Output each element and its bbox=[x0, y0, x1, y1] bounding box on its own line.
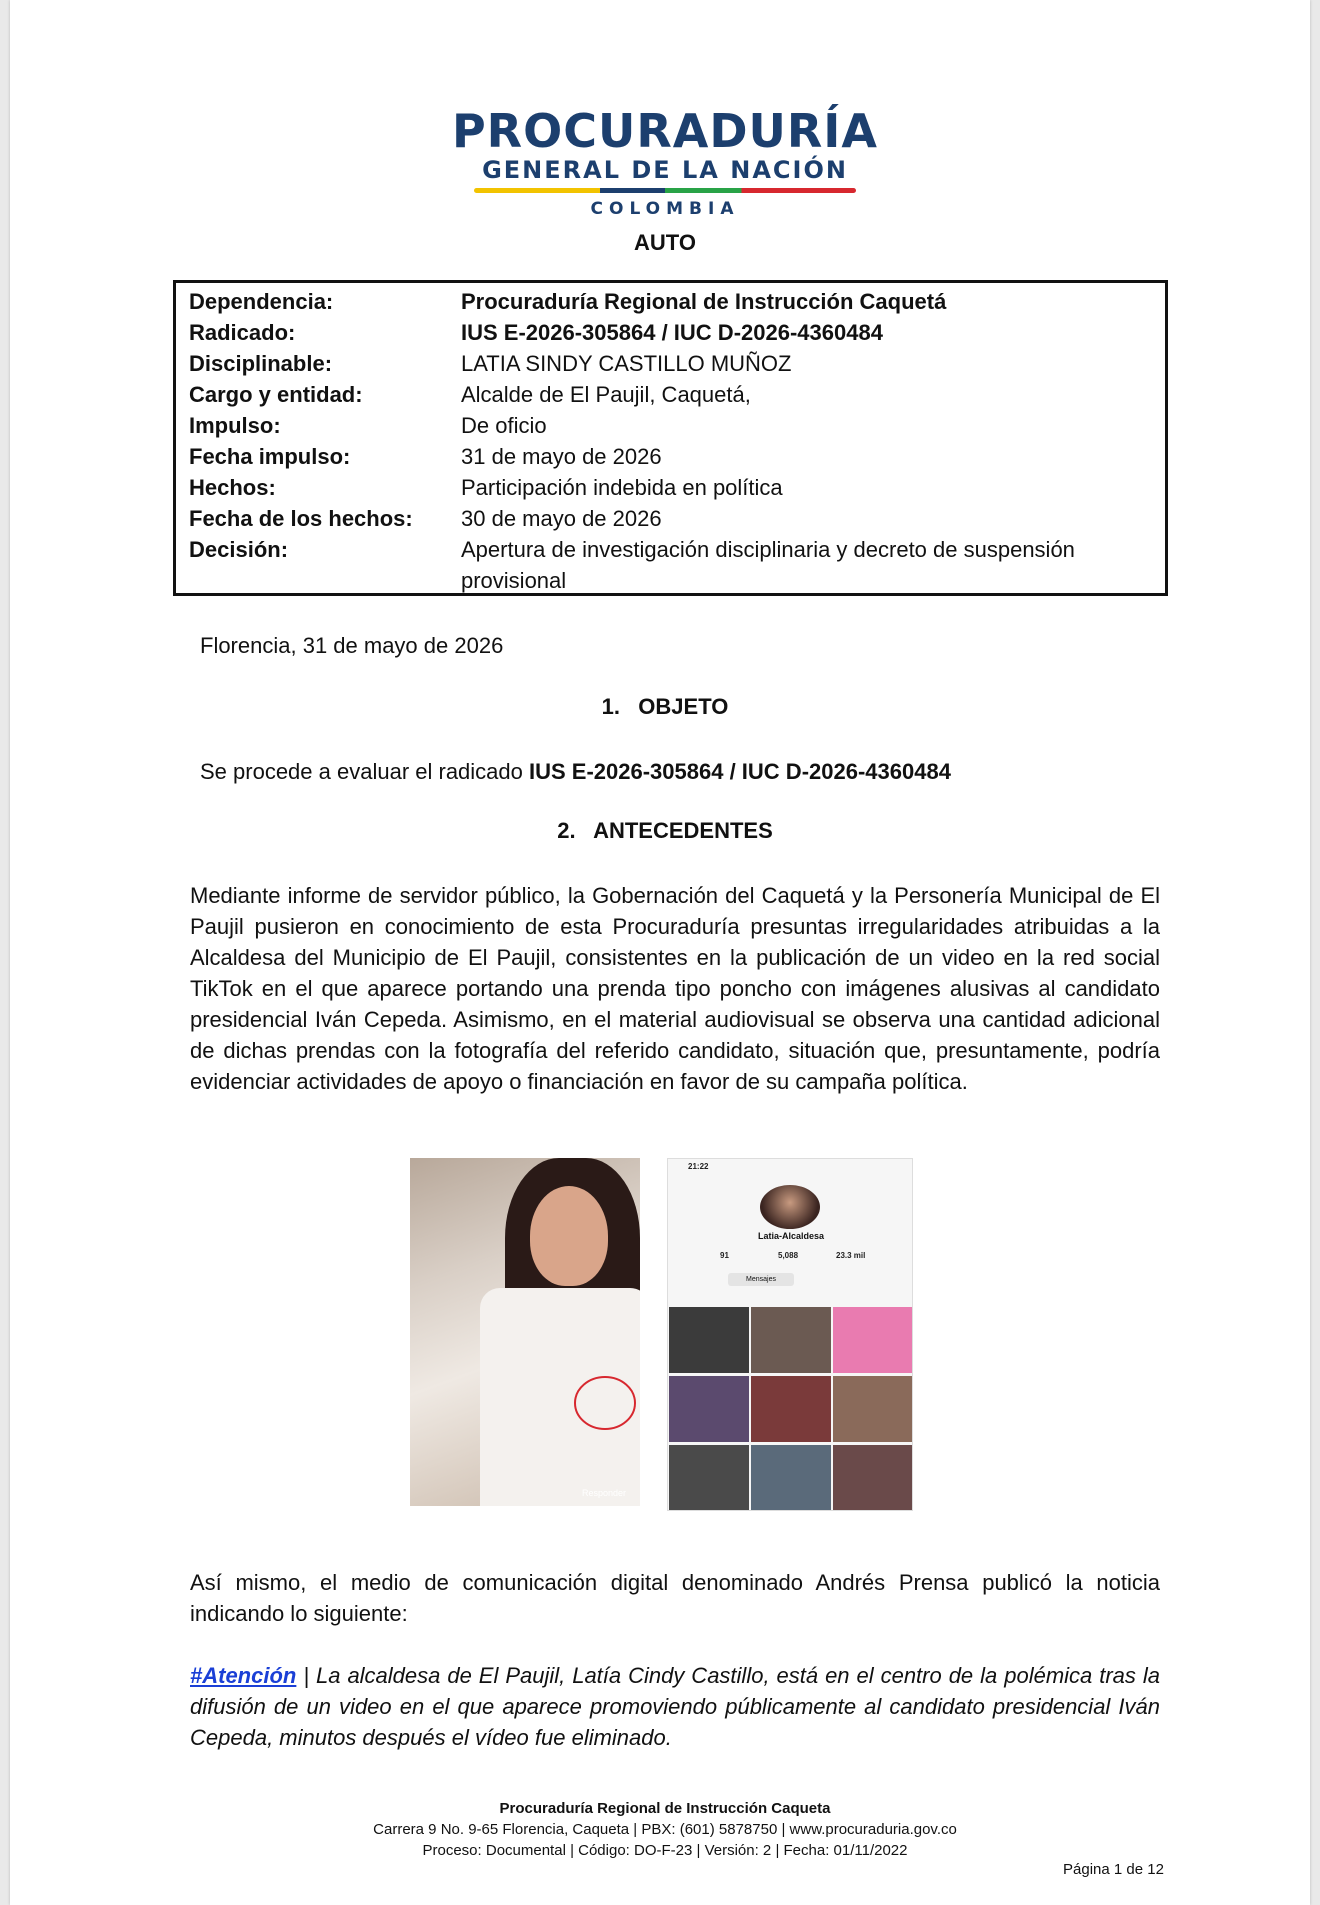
info-value: Procuraduría Regional de Instrucción Caquetá bbox=[461, 289, 947, 314]
footer-address: Carrera 9 No. 9-65 Florencia, Caqueta | PBX: (601) 5878750 | www.procuraduria.gov.co bbox=[373, 1821, 957, 1838]
info-value: IUS E-2026-305864 / IUC D-2026-4360484 bbox=[461, 320, 883, 345]
footer bbox=[0, 1798, 1320, 1861]
info-value: Apertura de investigación disciplinaria y decreto de suspensión provisional bbox=[461, 537, 1075, 593]
info-label: Decisión: bbox=[189, 537, 289, 562]
likes-count: 23.3 mil bbox=[836, 1251, 866, 1260]
section-heading-antecedentes: 2. ANTECEDENTES bbox=[557, 818, 773, 843]
footer-process: Proceso: Documental | Código: DO-F-23 | Versión: 2 | Fecha: 01/11/2022 bbox=[422, 1842, 908, 1859]
footer-office: Procuraduría Regional de Instrucción Caqueta bbox=[499, 1800, 831, 1817]
logo-flag-stripe bbox=[474, 188, 856, 193]
info-value: 31 de mayo de 2026 bbox=[461, 444, 662, 469]
place-date: Florencia, 31 de mayo de 2026 bbox=[200, 633, 504, 658]
red-circle-annotation-icon bbox=[570, 1368, 640, 1438]
info-label: Disciplinable: bbox=[189, 351, 333, 376]
reply-label: Responder bbox=[581, 1488, 626, 1498]
info-label: Cargo y entidad: bbox=[189, 382, 363, 407]
info-label: Hechos: bbox=[189, 475, 276, 500]
objeto-text bbox=[200, 756, 1170, 787]
following-count: 91 bbox=[720, 1251, 729, 1260]
procuraduria-logo bbox=[0, 104, 1320, 219]
video-thumb bbox=[833, 1376, 913, 1442]
objeto-radicado: IUS E-2026-305864 / IUC D-2026-4360484 bbox=[529, 759, 951, 784]
andres-prensa-paragraph: Así mismo, el medio de comunicación digital denominado Andrés Prensa publicó la noticia indicando lo siguiente: bbox=[190, 1570, 1160, 1626]
info-label: Impulso: bbox=[189, 413, 281, 438]
messages-button: Mensajes bbox=[728, 1273, 794, 1286]
video-thumb bbox=[751, 1445, 831, 1511]
status-time: 21:22 bbox=[688, 1162, 709, 1171]
video-thumb bbox=[669, 1376, 749, 1442]
info-label: Fecha de los hechos: bbox=[189, 506, 413, 531]
tiktok-profile-image bbox=[667, 1158, 913, 1511]
logo-line-3: COLOMBIA bbox=[590, 199, 740, 219]
profile-username: Latia-Alcaldesa bbox=[757, 1231, 825, 1241]
antecedentes-paragraph: Mediante informe de servidor público, la Gobernación del Caquetá y la Personería Municipal de El Paujil pusieron en conocimiento de esta Procuraduría presuntas irregularidades atribuidas a la Alcaldesa del Municipio de El Paujil, consistentes en la publicación de un video en la red social TikTok en el que aparece portando una prenda tipo poncho con imágenes alusivas al candidato presidencial Iván Cepeda. Asimismo, en el material audiovisual se observa una cantidad adicional de dichas prendas con la fotografía del referido candidato, situación que, presuntamente, podría evidenciar actividades de apoyo o financiación en favor de su campaña política. bbox=[190, 883, 1160, 1094]
info-value: Alcalde de El Paujil, Caquetá, bbox=[461, 382, 751, 407]
info-value: De oficio bbox=[461, 413, 547, 438]
quote-text: | La alcaldesa de El Paujil, Latía Cindy Castillo, está en el centro de la polémica tras la difusión de un video en el que aparece promoviendo públicamente al candidato presidencial Iván Cepeda, minutos después el vídeo fue eliminado. bbox=[190, 1663, 1160, 1750]
hashtag-link[interactable]: #Atención bbox=[190, 1663, 297, 1688]
info-value: LATIA SINDY CASTILLO MUÑOZ bbox=[461, 351, 792, 376]
document-page bbox=[10, 0, 1310, 1905]
avatar bbox=[760, 1185, 820, 1229]
video-frame-image bbox=[410, 1158, 640, 1506]
info-value: 30 de mayo de 2026 bbox=[461, 506, 662, 531]
logo-line-2: GENERAL DE LA NACIÓN bbox=[482, 156, 848, 184]
video-thumb bbox=[833, 1445, 913, 1511]
document-title: AUTO bbox=[634, 230, 696, 255]
video-thumb bbox=[833, 1307, 913, 1373]
section-heading-objeto: 1. OBJETO bbox=[601, 694, 729, 719]
case-info-table bbox=[173, 280, 1168, 596]
objeto-text-prefix: Se procede a evaluar el radicado bbox=[200, 759, 529, 784]
info-value: Participación indebida en política bbox=[461, 475, 783, 500]
video-grid bbox=[668, 1307, 913, 1511]
news-quote bbox=[190, 1660, 1160, 1753]
info-label: Dependencia: bbox=[189, 289, 334, 314]
video-thumb bbox=[751, 1307, 831, 1373]
face-shape bbox=[530, 1186, 608, 1286]
logo-line-1: PROCURADURÍA bbox=[451, 104, 879, 158]
followers-count: 5,088 bbox=[778, 1251, 799, 1260]
video-thumb bbox=[669, 1445, 749, 1511]
info-label: Fecha impulso: bbox=[189, 444, 351, 469]
video-thumb bbox=[751, 1376, 831, 1442]
page-number: Página 1 de 12 bbox=[1063, 1861, 1164, 1878]
video-thumb bbox=[669, 1307, 749, 1373]
info-label: Radicado: bbox=[189, 320, 296, 345]
